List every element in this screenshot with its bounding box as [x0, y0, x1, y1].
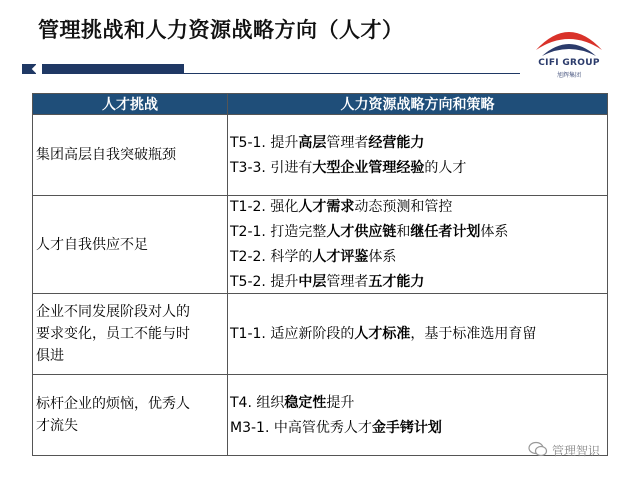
strategy-cell — [228, 375, 608, 456]
strategy-text: T1-1. 适应新阶段的 — [230, 326, 355, 342]
challenge-line: 标杆企业的烦恼，优秀人 — [36, 396, 190, 412]
strategy-bold: 中层 — [298, 274, 327, 290]
strategy-cell — [228, 294, 608, 375]
strategy-bold: 人才需求 — [298, 199, 355, 215]
header-strategy: 人力资源战略方向和策略 — [228, 94, 608, 115]
strategy-text: T2-2. 科学的 — [230, 249, 313, 265]
strategy-line — [230, 221, 604, 243]
strategy-bold: 经营能力 — [368, 134, 425, 151]
strategy-text: T5-1. 提升 — [230, 134, 299, 151]
strategy-text: 管理者 — [326, 134, 369, 151]
strategy-line — [230, 196, 604, 218]
strategy-text: 和 — [396, 224, 411, 240]
challenge-cell — [33, 375, 228, 456]
challenge-line: 企业不同发展阶段对人的 — [36, 304, 190, 320]
strategy-bold: 继任者计划 — [410, 224, 481, 240]
strategy-text: T2-1. 打造完整 — [230, 224, 327, 240]
strategy-bold: 人才评鉴 — [312, 249, 369, 265]
challenge-cell: 人才自我供应不足 — [33, 196, 228, 294]
strategy-line — [230, 392, 604, 414]
strategy-text: 的人才 — [424, 159, 467, 176]
challenge-cell: 集团高层自我突破瓶颈 — [33, 115, 228, 196]
strategy-line — [230, 132, 604, 154]
strategy-text: 体系 — [480, 224, 509, 240]
challenge-line: 要求变化，员工不能与时 — [36, 326, 190, 342]
table-row — [33, 294, 608, 375]
slide-title: 管理挑战和人力资源战略方向（人才） — [38, 18, 404, 42]
strategy-line — [230, 417, 604, 439]
strategy-line — [230, 157, 604, 179]
strategy-bold: 金手铐计划 — [371, 419, 442, 436]
strategy-text: T3-3. 引进有 — [230, 159, 313, 176]
strategy-text: M3-1. 中高管优秀人才 — [230, 419, 372, 436]
strategy-text: 管理者 — [326, 274, 369, 290]
strategy-bold: 高层 — [298, 134, 327, 151]
strategy-line — [230, 271, 604, 293]
table-header-row — [33, 94, 608, 115]
strategy-text: T4. 组织 — [230, 394, 285, 411]
strategy-bold: 稳定性 — [284, 394, 327, 411]
strategy-text: 动态预测和管控 — [354, 199, 453, 215]
strategy-text: T1-2. 强化 — [230, 199, 299, 215]
talent-strategy-table — [32, 93, 608, 456]
challenge-line: 才流失 — [36, 418, 78, 434]
title-underline-rule — [184, 73, 520, 74]
logo-subtext: 旭辉集团 — [556, 72, 581, 79]
strategy-line — [230, 323, 604, 345]
title-underline-bar — [42, 64, 184, 74]
challenge-line: 俱进 — [36, 348, 64, 364]
header-challenge: 人才挑战 — [33, 94, 228, 115]
wechat-icon — [528, 440, 548, 458]
watermark-text: 管理智识 — [552, 444, 601, 458]
table-row — [33, 196, 608, 294]
table-row — [33, 115, 608, 196]
strategy-text: ，基于标准选用育留 — [410, 326, 537, 342]
logo-text: CIFI GROUP — [538, 58, 600, 68]
strategy-bold: 五才能力 — [368, 274, 425, 290]
strategy-bold: 人才标准 — [354, 326, 411, 342]
strategy-cell — [228, 196, 608, 294]
strategy-text: 体系 — [368, 249, 397, 265]
strategy-text: 提升 — [326, 394, 355, 411]
strategy-line — [230, 246, 604, 268]
challenge-cell — [33, 294, 228, 375]
strategy-bold: 人才供应链 — [326, 224, 397, 240]
strategy-text: T5-2. 提升 — [230, 274, 299, 290]
strategy-bold: 大型企业管理经验 — [312, 159, 425, 176]
table-row — [33, 375, 608, 456]
strategy-cell — [228, 115, 608, 196]
